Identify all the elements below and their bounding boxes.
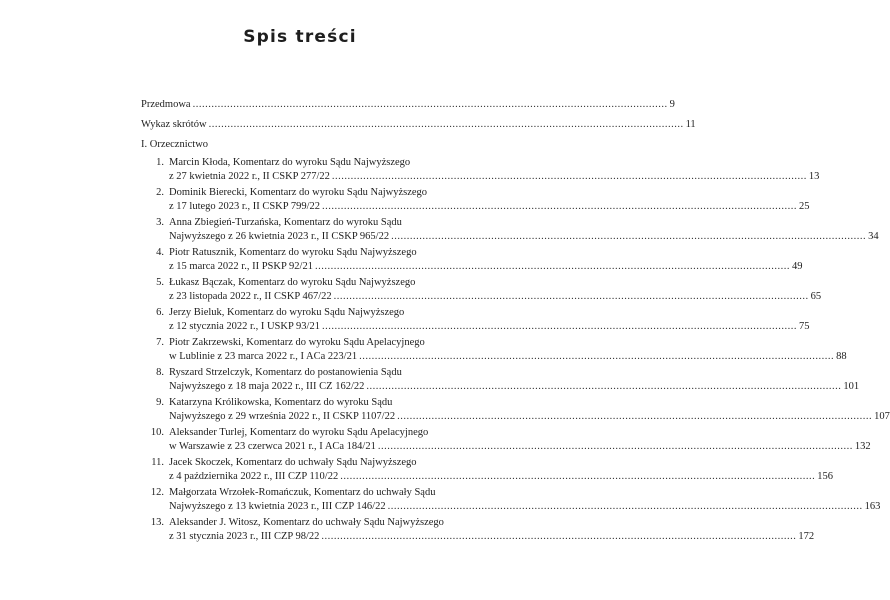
toc-entry[interactable] (141, 486, 881, 514)
entry-number: 5. (156, 277, 164, 288)
entry-title-line2: z 15 marca 2022 r., II PSKP 92/21 (169, 261, 313, 272)
toc-item-label: Wykaz skrótów (141, 119, 207, 130)
entry-page: 172 (798, 531, 815, 542)
leader-dots: ........................................................................................................................................................ (340, 471, 816, 482)
entry-number: 11. (151, 457, 164, 468)
page-title: Spis treści (243, 27, 357, 47)
leader-dots: ........................................................................................................................................................ (387, 501, 863, 512)
toc-entry[interactable] (141, 306, 810, 334)
entry-number: 13. (150, 517, 164, 528)
entry-number: 10. (150, 427, 164, 438)
entry-number: 1. (156, 157, 164, 168)
entry-title-line1: Aleksander Turlej, Komentarz do wyroku Sądu Apelacyjnego (169, 427, 429, 438)
leader-dots: ........................................................................................................................................................ (331, 171, 807, 182)
toc-entry[interactable] (141, 216, 879, 244)
entry-title-line1: Aleksander J. Witosz, Komentarz do uchwały Sądu Najwyższego (169, 517, 444, 528)
entry-title-line2: z 4 października 2022 r., III CZP 110/22 (169, 471, 339, 482)
entry-title-line1: Jacek Skoczek, Komentarz do uchwały Sądu Najwyższego (169, 457, 417, 468)
leader-dots: ........................................................................................................................................................ (397, 411, 873, 422)
leader-dots: ........................................................................................................................................................ (359, 351, 835, 362)
entry-title-line2: Najwyższego z 26 kwietnia 2023 r., II CSKP 965/22 (169, 231, 390, 242)
leader-dots: ........................................................................................................................................................ (321, 531, 797, 542)
toc-entry[interactable] (141, 276, 822, 304)
entry-number: 4. (156, 247, 164, 258)
entry-title-line1: Piotr Ratusznik, Komentarz do wyroku Sądu Najwyższego (169, 247, 417, 258)
entry-title-line1: Jerzy Bieluk, Komentarz do wyroku Sądu Najwyższego (169, 307, 405, 318)
toc-entry[interactable] (141, 246, 803, 274)
entry-page: 49 (791, 261, 803, 272)
entry-title-line2: z 12 stycznia 2022 r., I USKP 93/21 (169, 321, 320, 332)
entry-page: 107 (874, 411, 890, 422)
entry-page: 101 (843, 381, 860, 392)
leader-dots: ........................................................................................................................................................ (321, 321, 797, 332)
chapter-heading: I. Orzecznictwo (141, 139, 209, 150)
toc-item-preface[interactable] (141, 98, 675, 112)
entry-title-line1: Małgorzata Wrzołek-Romańczuk, Komentarz do uchwały Sądu (169, 487, 436, 498)
entry-title-line1: Anna Zbiegień-Turzańska, Komentarz do wyroku Sądu (169, 217, 402, 228)
entry-number: 8. (156, 367, 164, 378)
entry-page: 163 (864, 501, 881, 512)
entry-page: 156 (817, 471, 833, 482)
leader-dots: ........................................................................................................................................................ (208, 119, 684, 130)
toc-item-abbreviations[interactable] (141, 118, 696, 132)
entry-title-line2: w Lublinie z 23 marca 2022 r., I ACa 223/21 (169, 351, 358, 362)
entry-number: 7. (156, 337, 164, 348)
leader-dots: ........................................................................................................................................................ (333, 291, 809, 302)
entry-title-line2: z 23 listopada 2022 r., II CSKP 467/22 (169, 291, 332, 302)
leader-dots: ........................................................................................................................................................ (377, 441, 853, 452)
entry-title-line1: Łukasz Bączak, Komentarz do wyroku Sądu Najwyższego (169, 277, 416, 288)
toc-item-label: Przedmowa (141, 99, 191, 110)
leader-dots: ........................................................................................................................................................ (366, 381, 842, 392)
entry-title-line2: z 31 stycznia 2023 r., III CZP 98/22 (169, 531, 320, 542)
entry-number: 6. (156, 307, 164, 318)
leader-dots: ........................................................................................................................................................ (391, 231, 867, 242)
toc-item-page: 11 (685, 119, 696, 130)
leader-dots: ........................................................................................................................................................ (192, 99, 668, 110)
entry-title-line2: Najwyższego z 13 kwietnia 2023 r., III CZP 146/22 (169, 501, 386, 512)
entry-page: 88 (836, 351, 847, 362)
toc-entry[interactable] (141, 156, 820, 184)
entry-title-line1: Marcin Kłoda, Komentarz do wyroku Sądu Najwyższego (169, 157, 411, 168)
leader-dots: ........................................................................................................................................................ (314, 261, 790, 272)
entry-page: 65 (810, 291, 822, 302)
entry-title-line1: Ryszard Strzelczyk, Komentarz do postanowienia Sądu (169, 367, 402, 378)
toc-entry[interactable] (141, 426, 871, 454)
entry-number: 12. (150, 487, 164, 498)
entry-title-line2: Najwyższego z 29 września 2022 r., II CSKP 1107/22 (169, 411, 396, 422)
entry-page: 75 (798, 321, 810, 332)
entry-title-line2: w Warszawie z 23 czerwca 2021 r., I ACa 184/21 (169, 441, 376, 452)
entry-page: 34 (868, 231, 879, 242)
toc-item-page: 9 (669, 99, 675, 110)
toc-entry[interactable] (141, 396, 890, 424)
entry-number: 9. (156, 397, 164, 408)
entry-page: 25 (798, 201, 810, 212)
toc-entry[interactable] (141, 336, 847, 364)
entry-title-line1: Dominik Bierecki, Komentarz do wyroku Sądu Najwyższego (169, 187, 428, 198)
entry-page: 132 (854, 441, 871, 452)
toc-entry[interactable] (141, 186, 810, 214)
entry-title-line2: Najwyższego z 18 maja 2022 r., III CZ 162/22 (169, 381, 365, 392)
entry-number: 3. (156, 217, 164, 228)
toc-entry[interactable] (141, 366, 860, 394)
entry-title-line1: Piotr Zakrzewski, Komentarz do wyroku Sądu Apelacyjnego (169, 337, 425, 348)
toc-entry[interactable] (141, 456, 833, 484)
toc-entry[interactable] (141, 516, 815, 544)
entry-page: 13 (808, 171, 820, 182)
entry-title-line1: Katarzyna Królikowska, Komentarz do wyroku Sądu (169, 397, 393, 408)
leader-dots: ........................................................................................................................................................ (321, 201, 797, 212)
entry-title-line2: z 17 lutego 2023 r., II CSKP 799/22 (169, 201, 320, 212)
entry-title-line2: z 27 kwietnia 2022 r., II CSKP 277/22 (169, 171, 330, 182)
entry-number: 2. (156, 187, 164, 198)
